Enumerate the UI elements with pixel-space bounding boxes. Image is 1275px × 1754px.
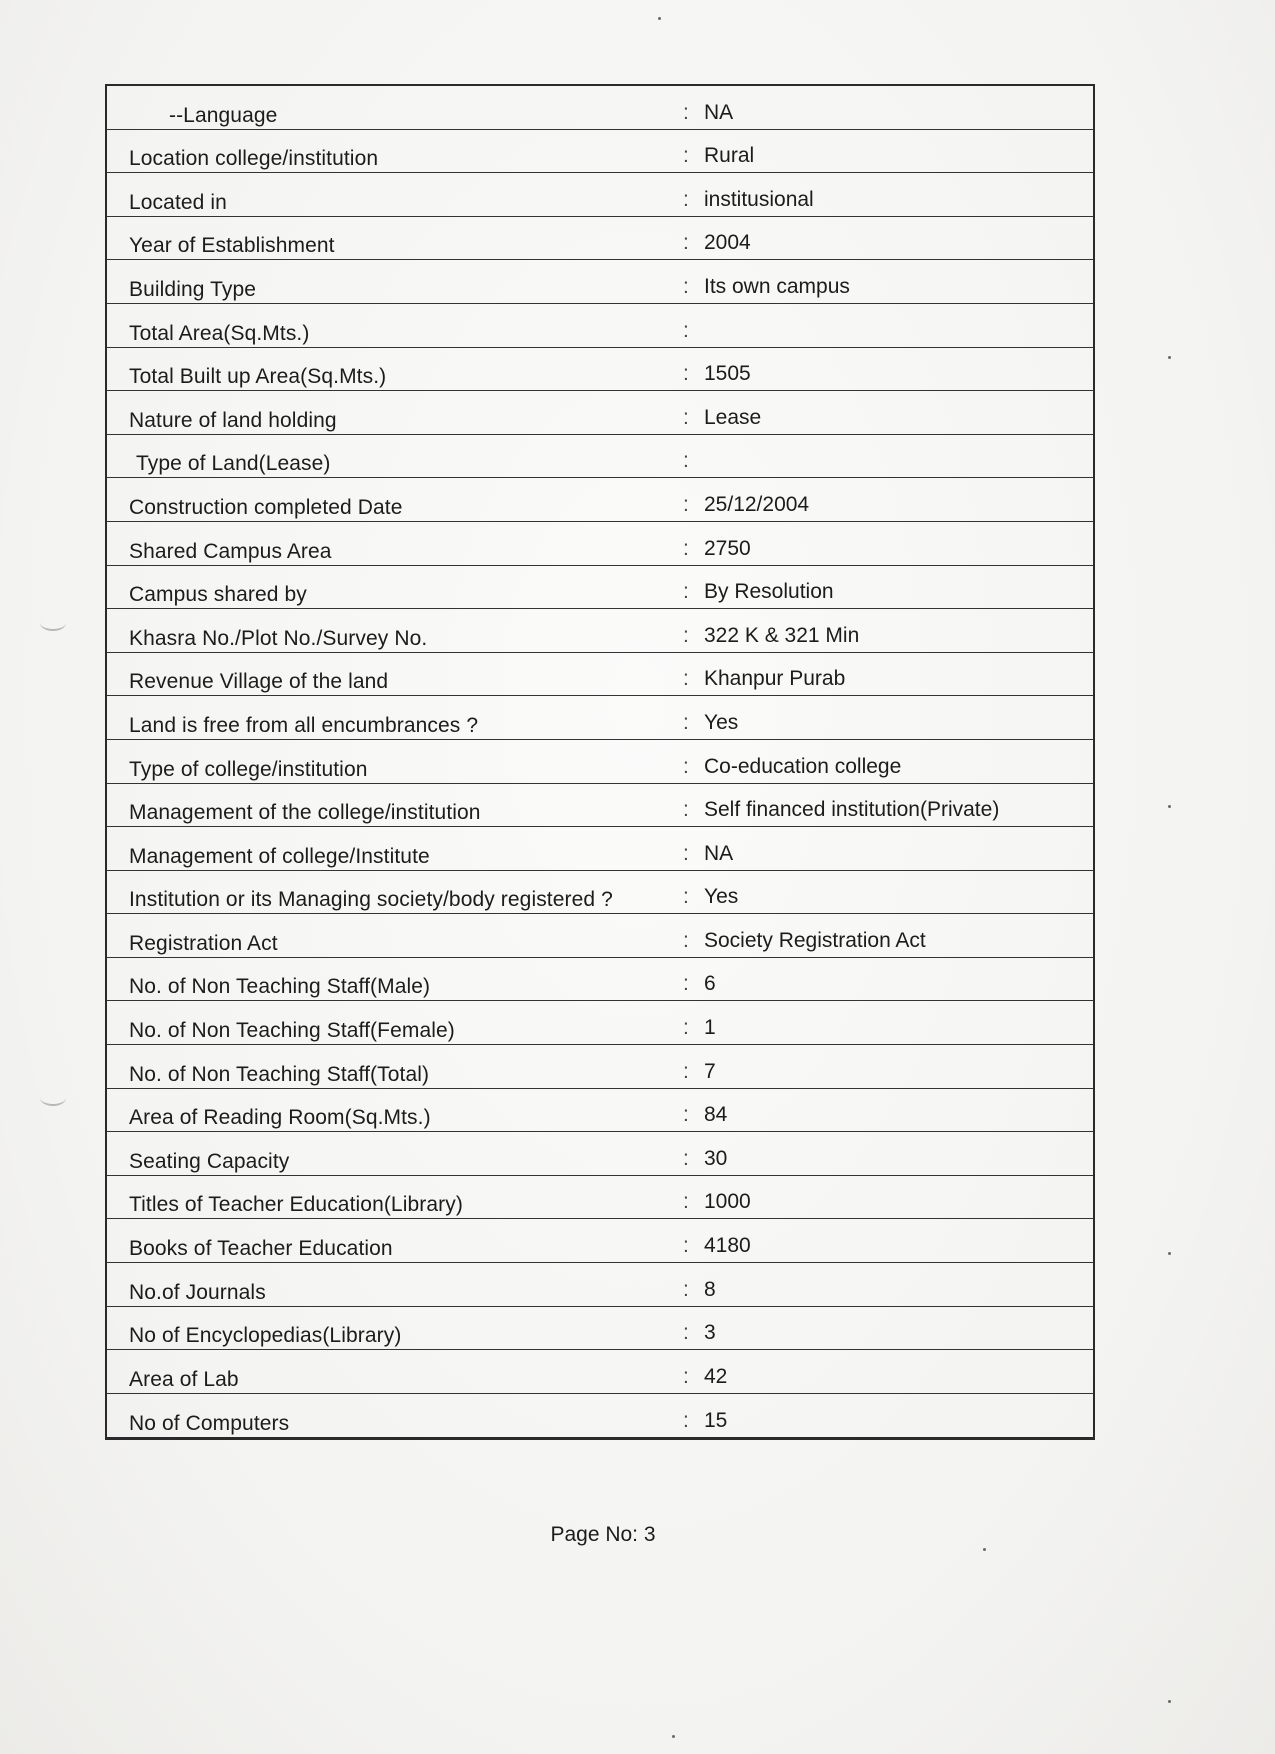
table-row <box>107 173 1093 217</box>
row-label: Revenue Village of the land <box>129 670 389 694</box>
row-value: NA <box>704 841 734 865</box>
table-row <box>107 522 1093 566</box>
table-row <box>107 1219 1093 1263</box>
table-row <box>107 784 1093 828</box>
row-value: Self financed institution(Private) <box>704 798 1000 822</box>
institution-details-table <box>105 84 1095 1440</box>
table-row <box>107 348 1093 392</box>
row-label: Campus shared by <box>129 583 307 607</box>
row-value: 1 <box>704 1016 716 1040</box>
scan-speck <box>1168 356 1171 359</box>
row-separator: : <box>683 1321 689 1345</box>
scan-speck <box>983 1548 986 1551</box>
row-separator: : <box>683 1234 689 1258</box>
row-label: Registration Act <box>129 931 278 955</box>
row-separator: : <box>683 928 689 952</box>
row-value: Society Registration Act <box>704 928 926 952</box>
row-label: Seating Capacity <box>129 1149 290 1173</box>
table-row <box>107 653 1093 697</box>
table-row <box>107 435 1093 479</box>
row-label: Titles of Teacher Education(Library) <box>129 1193 463 1217</box>
row-label: Located in <box>129 190 227 214</box>
table-row <box>107 1394 1093 1438</box>
row-label: Management of the college/institution <box>129 801 481 825</box>
table-row <box>107 609 1093 653</box>
row-separator: : <box>683 100 689 124</box>
row-label: Year of Establishment <box>129 234 335 258</box>
table-row <box>107 260 1093 304</box>
row-separator: : <box>683 492 689 516</box>
row-label: Type of Land(Lease) <box>136 452 331 476</box>
row-value: 25/12/2004 <box>704 492 810 516</box>
row-separator: : <box>683 1190 689 1214</box>
row-value: 84 <box>704 1103 728 1127</box>
scan-speck <box>1168 805 1171 808</box>
table-row <box>107 827 1093 871</box>
table-row <box>107 958 1093 1002</box>
row-label: Area of Lab <box>129 1367 239 1391</box>
table-row <box>107 566 1093 610</box>
row-value: By Resolution <box>704 580 834 604</box>
row-label: Nature of land holding <box>129 408 337 432</box>
table-row <box>107 478 1093 522</box>
table-row <box>107 740 1093 784</box>
table-row <box>107 871 1093 915</box>
row-value: institusional <box>704 187 814 211</box>
row-value: Lease <box>704 405 762 429</box>
row-value: 30 <box>704 1146 728 1170</box>
row-separator: : <box>683 710 689 734</box>
table-row <box>107 1350 1093 1394</box>
row-separator: : <box>683 580 689 604</box>
row-value: 4180 <box>704 1234 751 1258</box>
row-value: Its own campus <box>704 274 850 298</box>
table-row <box>107 304 1093 348</box>
row-separator: : <box>683 841 689 865</box>
row-separator: : <box>683 274 689 298</box>
punch-hole-mark <box>40 1090 66 1106</box>
scan-speck <box>658 17 661 20</box>
row-separator: : <box>683 362 689 386</box>
table-row <box>107 914 1093 958</box>
row-separator: : <box>683 405 689 429</box>
row-label: Construction completed Date <box>129 495 403 519</box>
row-separator: : <box>683 231 689 255</box>
row-label: No.of Journals <box>129 1280 266 1304</box>
row-label: --Language <box>169 103 278 127</box>
page-number: Page No: 3 <box>550 1523 656 1546</box>
row-separator: : <box>683 1364 689 1388</box>
row-value: 1000 <box>704 1190 751 1214</box>
row-label: Total Built up Area(Sq.Mts.) <box>129 365 387 389</box>
row-value: 322 K & 321 Min <box>704 623 860 647</box>
row-label: Land is free from all encumbrances ? <box>129 713 479 737</box>
row-separator: : <box>683 1277 689 1301</box>
row-value: 3 <box>704 1321 716 1345</box>
row-separator: : <box>683 623 689 647</box>
row-value: 42 <box>704 1364 728 1388</box>
row-separator: : <box>683 144 689 168</box>
row-separator: : <box>683 187 689 211</box>
row-label: No. of Non Teaching Staff(Total) <box>129 1062 430 1086</box>
row-label: Books of Teacher Education <box>129 1237 393 1261</box>
row-label: Location college/institution <box>129 147 379 171</box>
table-row <box>107 86 1093 130</box>
row-label: Area of Reading Room(Sq.Mts.) <box>129 1106 431 1130</box>
row-label: Type of college/institution <box>129 757 368 781</box>
row-value: 2004 <box>704 231 751 255</box>
row-value: 8 <box>704 1277 716 1301</box>
row-label: Khasra No./Plot No./Survey No. <box>129 626 428 650</box>
row-separator: : <box>683 1146 689 1170</box>
row-value: Yes <box>704 710 739 734</box>
row-label: No. of Non Teaching Staff(Female) <box>129 1019 455 1043</box>
row-label: Management of college/Institute <box>129 844 430 868</box>
row-separator: : <box>683 1103 689 1127</box>
row-value: 6 <box>704 972 716 996</box>
row-value: NA <box>704 100 734 124</box>
scan-speck <box>672 1735 675 1738</box>
row-separator: : <box>683 754 689 778</box>
table-row <box>107 696 1093 740</box>
row-value: 2750 <box>704 536 751 560</box>
row-separator: : <box>683 1409 689 1433</box>
table-row <box>107 130 1093 174</box>
table-row <box>107 1307 1093 1351</box>
row-label: No of Encyclopedias(Library) <box>129 1324 402 1348</box>
row-separator: : <box>683 972 689 996</box>
row-value: Yes <box>704 885 739 909</box>
row-separator: : <box>683 449 689 473</box>
row-label: Total Area(Sq.Mts.) <box>129 321 310 345</box>
row-value: 15 <box>704 1409 728 1433</box>
table-row <box>107 217 1093 261</box>
row-value: Rural <box>704 144 755 168</box>
row-separator: : <box>683 667 689 691</box>
table-row <box>107 1001 1093 1045</box>
row-value: Co-education college <box>704 754 902 778</box>
row-value: 1505 <box>704 362 751 386</box>
row-separator: : <box>683 885 689 909</box>
row-value: 7 <box>704 1059 716 1083</box>
table-row <box>107 1132 1093 1176</box>
table-row <box>107 391 1093 435</box>
table-row <box>107 1263 1093 1307</box>
row-label: Building Type <box>129 277 257 301</box>
row-separator: : <box>683 798 689 822</box>
row-separator: : <box>683 1016 689 1040</box>
row-label: Shared Campus Area <box>129 539 332 563</box>
table-row <box>107 1045 1093 1089</box>
row-label: No. of Non Teaching Staff(Male) <box>129 975 431 999</box>
row-label: Institution or its Managing society/body registered ? <box>129 888 613 912</box>
row-separator: : <box>683 536 689 560</box>
table-row <box>107 1089 1093 1133</box>
punch-hole-mark <box>40 615 66 631</box>
row-separator: : <box>683 318 689 342</box>
row-value: Khanpur Purab <box>704 667 846 691</box>
table-row <box>107 1176 1093 1220</box>
row-separator: : <box>683 1059 689 1083</box>
row-label: No of Computers <box>129 1412 290 1436</box>
scan-speck <box>1168 1700 1171 1703</box>
scan-speck <box>1168 1252 1171 1255</box>
